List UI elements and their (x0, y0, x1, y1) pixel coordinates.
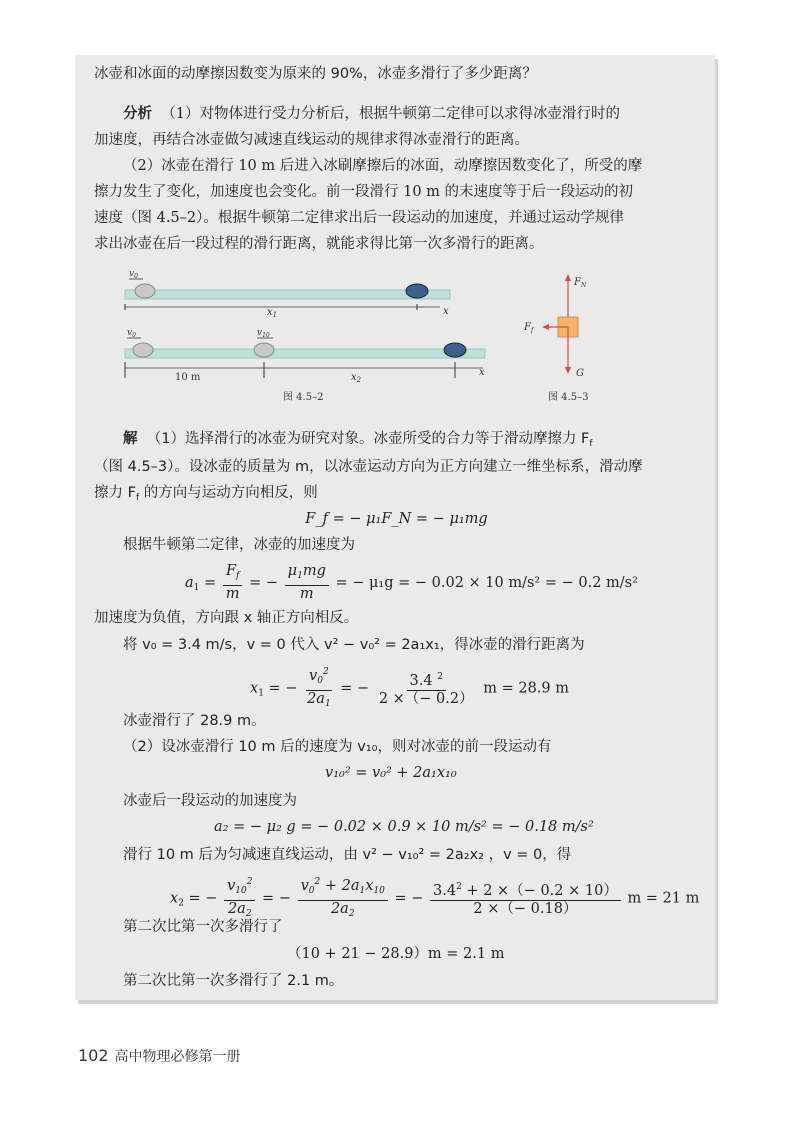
figure-4-5-2-caption: 图 4.5–2 (283, 392, 324, 403)
figure-4-5-3 (520, 270, 620, 410)
svg-text:x: x (479, 367, 485, 378)
solution-line-4: 根据牛顿第二定律，冰壶的加速度为 (123, 537, 355, 553)
svg-text:v0: $v_0$ (129, 269, 138, 280)
analysis-paragraph-1a: 分析 （1）对物体进行受力分析后，根据牛顿第二定律可以求得冰壶滑行时的 (123, 106, 620, 122)
solution-line-6: 将 v₀ = 3.4 m/s，v = 0 代入 v² − v₀² = 2a₁x₁，得冰壶的滑行距离为 (123, 637, 585, 653)
svg-text:x: x (443, 306, 449, 317)
svg-text:x1: $x_1$ (267, 307, 278, 319)
svg-text:FN: $F_N$ (574, 277, 587, 289)
analysis-paragraph-2c: 速度（图 4.5–2）。根据牛顿第二定律求出后一段运动的加速度，并通过运动学规律 (94, 210, 624, 226)
curling-stone-mid-2 (254, 343, 274, 357)
solution-line-11: 第二次比第一次多滑行了 (123, 919, 283, 935)
curling-stone-end-1 (406, 284, 428, 298)
svg-text:G: G (576, 368, 584, 379)
equation-friction: F_f = − μ₁F_N = − μ₁mg (305, 511, 488, 527)
figure-4-5-3-caption: 图 4.5–3 (548, 392, 589, 403)
curling-stone-end-2 (444, 343, 466, 357)
solution-line-10: 滑行 10 m 后为匀减速直线运动，由 v² − v₁₀² = 2a₂x₂ ，v = 0，得 (123, 847, 572, 863)
problem-intro: 冰壶和冰面的动摩擦因数变为原来的 90%，冰壶多滑行了多少距离？ (94, 66, 537, 82)
svg-text:v10: $v_{10}$ (257, 328, 270, 339)
analysis-paragraph-2a: （2）冰壶在滑行 10 m 后进入冰刷摩擦后的冰面，动摩擦因数变化了，所受的摩 (123, 158, 643, 174)
solution-line-5: 加速度为负值，方向跟 x 轴正方向相反。 (94, 610, 359, 626)
solution-line-7: 冰壶滑行了 28.9 m。 (123, 713, 266, 729)
ice-track-1 (125, 290, 450, 299)
analysis-label: 分析 (123, 106, 152, 122)
equation-acceleration-2: a₂ = − μ₂ g = − 0.02 × 0.9 × 10 m/s² = − 0.18 m/s² (214, 819, 594, 835)
figure-4-5-2 (115, 262, 495, 412)
page-footer (78, 1046, 241, 1066)
equation-distance-1: $x_1$ = − $\frac{v_0^2}{2a_1}$ = − $\frac{3.4 ^2}{2 \times(- 0.2)}$ m = 28.9 m (250, 664, 569, 713)
svg-text:x2: $x_2$ (351, 372, 362, 384)
equation-acceleration-1: $a_1$ = $\frac{F_f}{m}$ = − $\frac{\mu_1mg}{m}$ = − μ₁g = − 0.02 × 10 m/s² = − 0.2 m/s² (185, 563, 638, 602)
svg-text:10 m: 10 m (175, 372, 201, 383)
ice-track-2 (125, 349, 485, 358)
book-title: 高中物理必修第一册 (114, 1049, 241, 1065)
solution-line-8: （2）设冰壶滑行 10 m 后的速度为 v₁₀，则对冰壶的前一段运动有 (123, 739, 552, 755)
analysis-paragraph-2d: 求出冰壶在后一段过程的滑行距离，就能求得比第一次多滑行的距离。 (94, 236, 544, 252)
solution-line-9: 冰壶后一段运动的加速度为 (123, 793, 297, 809)
page-number: 102 (78, 1046, 109, 1065)
solution-line-1: 解 （1）选择滑行的冰壶为研究对象。冰壶所受的合力等于滑动摩擦力 $F_f$ (123, 431, 593, 449)
svg-text:Ff: $F_f$ (524, 322, 534, 334)
solution-label: 解 (123, 431, 138, 447)
equation-v10: v₁₀² = v₀² + 2a₁x₁₀ (325, 765, 457, 781)
solution-line-2: （图 4.5–3）。设冰壶的质量为 m，以冰壶运动方向为正方向建立一维坐标系，滑动摩 (94, 459, 643, 475)
solution-line-12: 第二次比第一次多滑行了 2.1 m。 (123, 973, 344, 989)
equation-difference: （10 + 21 − 28.9）m = 2.1 m (287, 946, 505, 962)
curling-stone-start-2 (133, 343, 153, 357)
curling-stone-start-1 (135, 284, 155, 298)
solution-line-3: 擦力 $F_f$ 的方向与运动方向相反，则 (94, 485, 318, 503)
analysis-paragraph-2b: 擦力发生了变化，加速度也会变化。前一段滑行 10 m 的末速度等于后一段运动的初 (94, 184, 634, 200)
analysis-paragraph-1b: 加速度，再结合冰壶做匀减速直线运动的规律求得冰壶滑行的距离。 (94, 132, 529, 148)
equation-distance-2: $x_2$ = − $\frac{v_{10}^2}{2a_2}$ = − $\frac{v_0^2 + 2a_1x_{10}}{2a_2}$ = − $\frac{3.4^2 + 2 \times(- 0.2 \times 10)}{2 \times(- 0.18)}$ m = 21 m (170, 874, 699, 923)
svg-text:v0: $v_0$ (127, 328, 136, 339)
